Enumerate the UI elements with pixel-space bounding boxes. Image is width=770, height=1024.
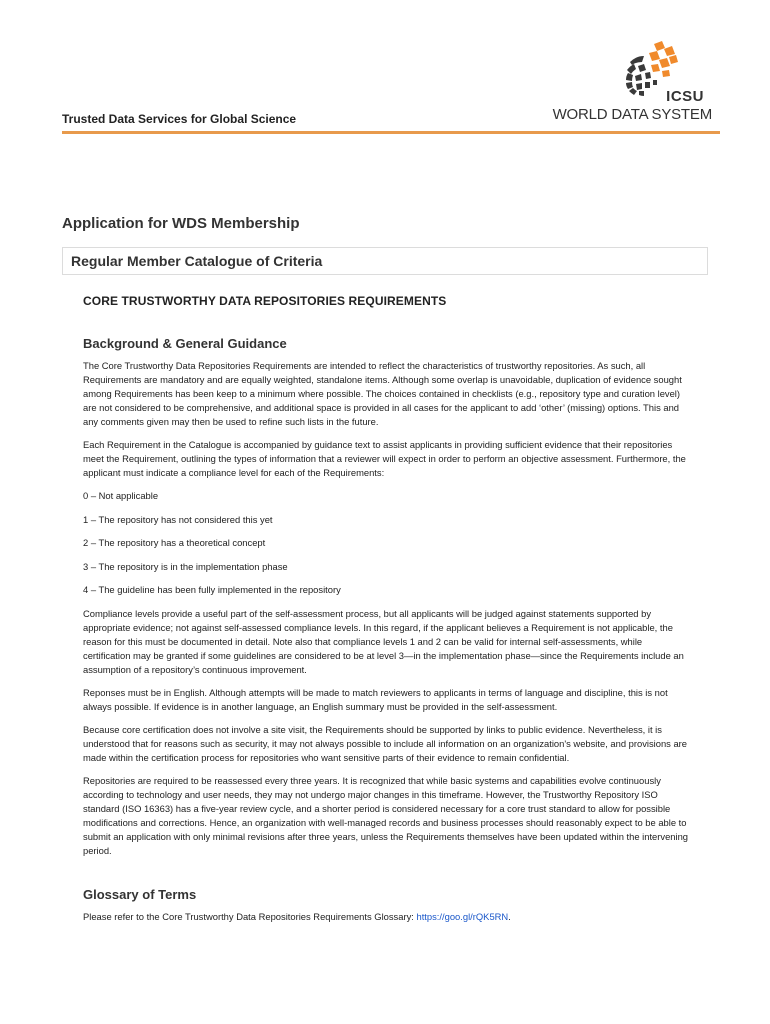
background-paragraph-1: The Core Trustworthy Data Repositories Requirements are intended to reflect the characteristics of trustworthy repositories. As such, all Requirements are mandatory and are equally weighted, standalone items. Although some overlap is unavoidable, duplication of evidence sought among Requirements has been keep to a minimum where possible. The choices contained in checklists (e.g., repository type and curation level) are not considered to be comprehensive, and additional space is provided in all cases for the applicant to add ‘other’ (missing) options. This and any comments given may then be used to refine such lists in the future. bbox=[83, 360, 682, 427]
logo-wds-text: WORLD DATA SYSTEM bbox=[552, 106, 712, 123]
background-paragraph-5: Because core certification does not involve a site visit, the Requirements should be supported by links to public evidence. Nevertheless, it is understood that for reasons such as security, it may not always possible to include all information on an organization's website, and provisions are made within the certification process for repositories who want sensitive parts of their evidence to remain confidential. bbox=[83, 723, 688, 763]
glossary-link[interactable]: https://goo.gl/rQK5RN bbox=[416, 910, 509, 922]
page-header bbox=[62, 38, 720, 132]
glossary-trailing-period: . bbox=[508, 910, 511, 922]
compliance-level-4: 4 – The guideline has been fully implemented in the repository bbox=[83, 584, 341, 595]
wds-logo bbox=[552, 40, 712, 130]
background-heading: Background & General Guidance bbox=[83, 336, 287, 351]
background-paragraph-6: Repositories are required to be reassessed every three years. It is recognized that while basic systems and capabilities evolve continuously according to technology and user needs, they may not undergo major changes in this timeframe. However, the Trustworthy Repository ISO standard (ISO 16363) has a five-year review cycle, and a shorter period is considered necessary for a core trust standard to allow for possible modifications and corrections. Hence, an organization with well-managed records and business processes should reasonably expect to be able to submit an application with only minimal revisions after three years, unless the Requirements themselves have been updated within the intervening period. bbox=[83, 774, 689, 856]
glossary-text: Please refer to the Core Trustworthy Data Repositories Requirements Glossary: bbox=[83, 910, 417, 922]
header-tagline: Trusted Data Services for Global Science bbox=[62, 112, 297, 126]
compliance-level-2: 2 – The repository has a theoretical concept bbox=[83, 537, 266, 548]
glossary-paragraph bbox=[83, 910, 691, 924]
header-divider bbox=[62, 131, 720, 134]
compliance-level-0: 0 – Not applicable bbox=[83, 490, 159, 501]
background-paragraph-3: Compliance levels provide a useful part of the self-assessment process, but all applicants will be judged against statements supported by appropriate evidence; not against self-assessed compliance levels. In this regard, if the applicant believes a Requirement is not applicable, the reason for this must be documented in detail. Note also that compliance levels 1 and 2 can be valid for internal self-assessments, while certification may be granted if some guidelines are considered to be at level 3—in the implementation phase—since the Requirements include an assumption of a repository’s continuous improvement. bbox=[83, 607, 684, 675]
background-paragraph-2: Each Requirement in the Catalogue is accompanied by guidance text to assist applicants in providing sufficient evidence that their repositories meet the Requirement, outlining the types of information that a reviewer will expect in order to perform an objective assessment. Furthermore, the applicant must indicate a compliance level for each of the Requirements: bbox=[83, 439, 686, 478]
application-title: Application for WDS Membership bbox=[62, 215, 300, 232]
compliance-level-1: 1 – The repository has not considered this yet bbox=[83, 513, 273, 525]
logo-icsu-text: ICSU bbox=[666, 88, 704, 105]
criteria-section-box bbox=[62, 247, 708, 275]
background-paragraph-4: Reponses must be in English. Although attempts will be made to match reviewers to applicants in terms of language and discipline, this is not always possible. If evidence is in another language, an English summary must be provided in the self-assessment. bbox=[83, 686, 668, 712]
glossary-heading: Glossary of Terms bbox=[83, 886, 197, 902]
main-content bbox=[83, 294, 691, 933]
compliance-level-3: 3 – The repository is in the implementation phase bbox=[83, 560, 288, 572]
criteria-title: Regular Member Catalogue of Criteria bbox=[71, 253, 323, 269]
core-requirements-title: CORE TRUSTWORTHY DATA REPOSITORIES REQUIREMENTS bbox=[83, 294, 447, 308]
